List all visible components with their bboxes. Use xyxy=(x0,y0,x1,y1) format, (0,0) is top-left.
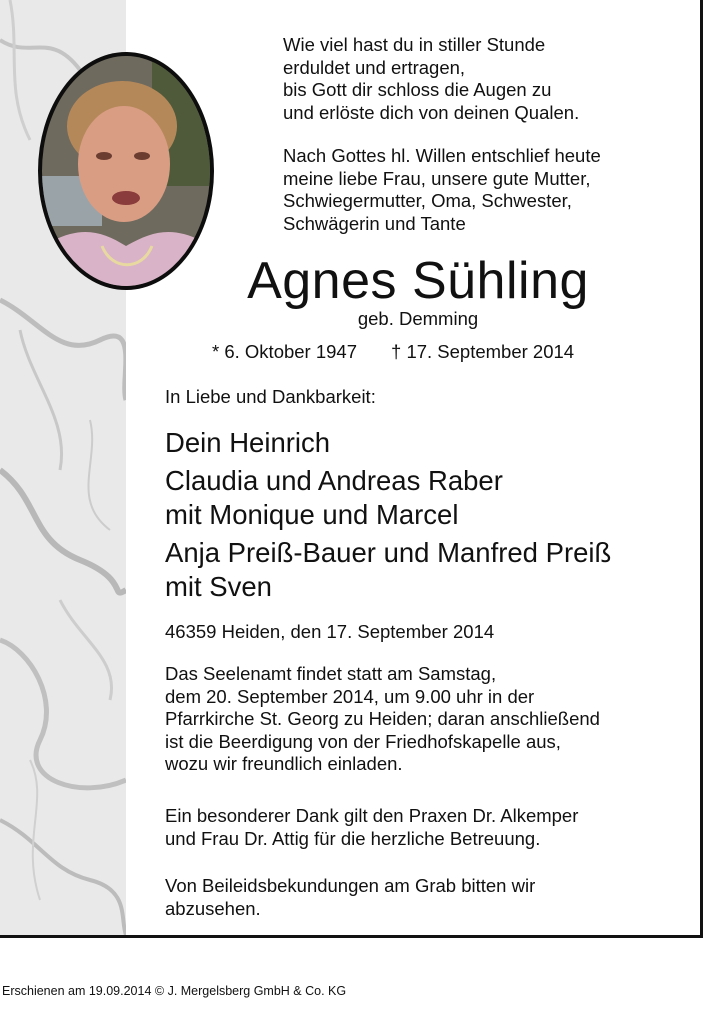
announcement-line: meine liebe Frau, unsere gute Mutter, xyxy=(283,167,591,189)
announcement-line: Nach Gottes hl. Willen entschlief heute xyxy=(283,145,601,166)
service-line: Pfarrkirche St. Georg zu Heiden; daran anschließend xyxy=(165,708,600,729)
service-line: dem 20. September 2014, um 9.00 uhr in der xyxy=(165,685,535,707)
service-line: ist die Beerdigung von der Friedhofskapelle aus, xyxy=(165,730,561,752)
condolence-line: Von Beileidsbekundungen am Grab bitten wir xyxy=(165,875,536,896)
family-member: Dein Heinrich xyxy=(165,427,331,458)
verse xyxy=(283,34,579,124)
verse-line: bis Gott dir schloss die Augen zu xyxy=(283,79,552,100)
verse-line: erduldet und ertragen, xyxy=(283,56,466,78)
service-line: Das Seelenamt findet statt am Samstag, xyxy=(165,663,497,684)
family-member: mit Sven xyxy=(165,571,272,602)
thanks-paragraph xyxy=(165,805,578,850)
birth-date: * 6. Oktober 1947 xyxy=(212,341,358,362)
thanks-line: und Frau Dr. Attig für die herzliche Betreuung. xyxy=(165,827,541,849)
death-date: † 17. September 2014 xyxy=(391,341,575,362)
announcement-line: Schwägerin und Tante xyxy=(283,212,466,234)
family-member: Claudia und Andreas Raber xyxy=(165,465,503,496)
life-dates xyxy=(212,340,574,364)
birth-name: geb. Demming xyxy=(357,308,479,329)
family-member: mit Monique und Marcel xyxy=(165,499,459,530)
verse-line: Wie viel hast du in stiller Stunde xyxy=(283,34,546,55)
condolence-line: abzusehen. xyxy=(165,897,261,919)
thanks-line: Ein besonderer Dank gilt den Praxen Dr. Alkemper xyxy=(165,805,579,826)
death-announcement xyxy=(283,145,601,235)
deceased-name: Agnes Sühling xyxy=(247,252,589,310)
announcement-line: Schwiegermutter, Oma, Schwester, xyxy=(283,190,572,211)
dedication: In Liebe und Dankbarkeit: xyxy=(165,386,376,407)
funeral-service-info xyxy=(165,663,600,776)
service-line: wozu wir freundlich einladen. xyxy=(165,753,403,774)
family-member: Anja Preiß-Bauer und Manfred Preiß xyxy=(165,537,612,568)
publication-footer: Erschienen am 19.09.2014 © J. Mergelsberg GmbH & Co. KG xyxy=(2,984,347,998)
verse-line: und erlöste dich von deinen Qualen. xyxy=(283,101,580,123)
condolence-note xyxy=(165,875,535,920)
place-and-date: 46359 Heiden, den 17. September 2014 xyxy=(165,621,495,642)
